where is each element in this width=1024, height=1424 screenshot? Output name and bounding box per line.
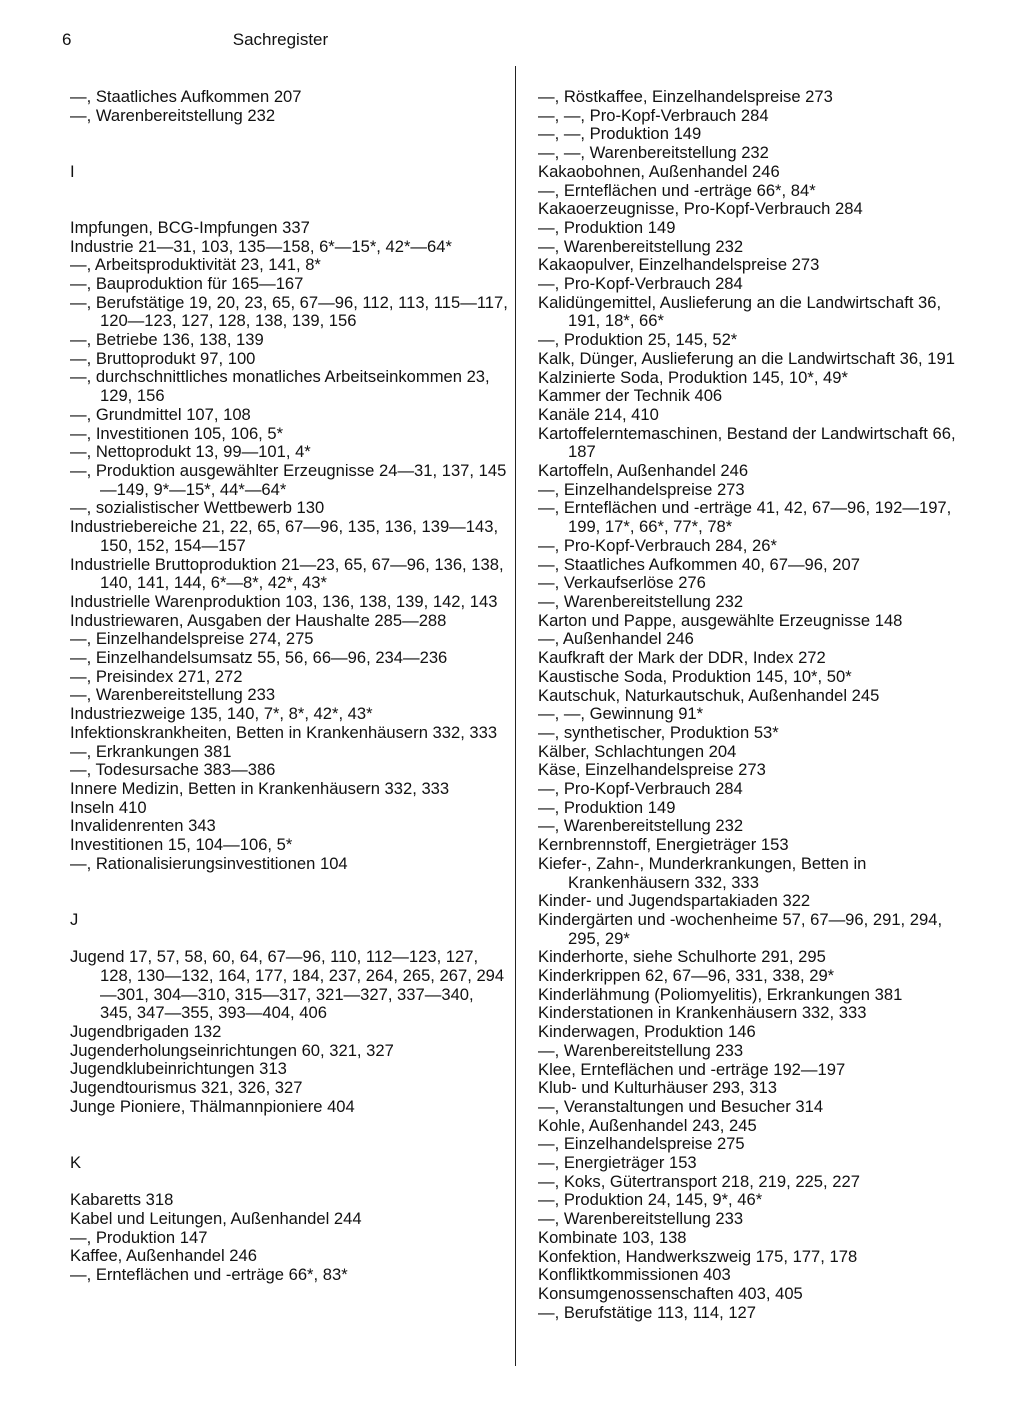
index-entry: —, —, Warenbereitstellung 232 [538,143,769,163]
index-entry: —, Preisindex 271, 272 [70,666,243,686]
index-entry: —, Verkaufserlöse 276 [538,573,706,593]
index-entry: Kindergärten und -wochenheime 57, 67—96, 291, 294, 295, 29* [538,909,943,948]
index-entry: Industrie 21—31, 103, 135—158, 6*—15*, 42*—64* [70,236,452,256]
spacer [70,144,508,163]
index-entry: Innere Medizin, Betten in Krankenhäusern 332, 333 [70,778,450,798]
index-entry: —, Einzelhandelsumsatz 55, 56, 66—96, 234—236 [70,648,448,668]
index-entry: Jugendklubeinrichtungen 313 [70,1059,287,1079]
index-entry: —, Veranstaltungen und Besucher 314 [538,1096,824,1116]
index-entry: —, Staatliches Aufkommen 40, 67—96, 207 [538,554,860,574]
spacer [70,1117,508,1136]
index-entry: Kakaoerzeugnisse, Pro-Kopf-Verbrauch 284 [538,199,863,219]
index-entry: Industriewaren, Ausgaben der Haushalte 285—288 [70,610,447,630]
index-entry: —, Investitionen 105, 106, 5* [70,423,284,443]
index-entry: —, Ernteflächen und -erträge 66*, 84* [538,180,816,200]
index-entry: —, Produktion ausgewählter Erzeugnisse 24—31, 137, 145—149, 9*—15*, 44*—64* [70,461,507,499]
index-entry: —, Bruttoprodukt 97, 100 [70,348,256,368]
section-letter: I [70,161,75,181]
index-entry: —, Grundmittel 107, 108 [70,404,251,424]
index-entry: Kalk, Dünger, Auslieferung an die Landwirtschaft 36, 191 [538,348,955,368]
index-entry: Klub- und Kulturhäuser 293, 313 [538,1078,777,1098]
index-entry: Kinderhorte, siehe Schulhorte 291, 295 [538,947,826,967]
spacer [70,1173,508,1192]
index-entry: Kinderkrippen 62, 67—96, 331, 338, 29* [538,966,835,986]
index-entry: —, Pro-Kopf-Verbrauch 284 [538,779,743,799]
section-letter: K [70,1152,82,1172]
index-entry: —, Betriebe 136, 138, 139 [70,330,264,350]
index-entry: Kaufkraft der Mark der DDR, Index 272 [538,648,826,668]
index-entry: Jugend 17, 57, 58, 60, 64, 67—96, 110, 112—123, 127, 128, 130—132, 164, 177, 184, 237, 264, 265, 267, 294—301, 304—310, 315—317, 321—327, 337—340, 345, 347—355, 393—404, 406 [70,947,505,1023]
spacer [70,892,508,911]
index-entry: —, Produktion 25, 145, 52* [538,330,738,350]
index-entry: Kammer der Technik 406 [538,386,723,406]
index-entry: Infektionskrankheiten, Betten in Krankenhäusern 332, 333 [70,722,498,742]
spacer [70,181,508,200]
index-entry: Kinderlähmung (Poliomyelitis), Erkrankungen 381 [538,984,903,1004]
index-entry: —, Rationalisierungsinvestitionen 104 [70,853,348,873]
index-entry: —, Ernteflächen und -erträge 66*, 83* [70,1265,348,1285]
index-entry: —, Produktion 149 [538,217,676,237]
running-header [62,30,328,50]
index-entry: —, Einzelhandelspreise 274, 275 [70,629,314,649]
page-title: Sachregister [232,30,329,49]
index-entry: Konsumgenossenschaften 403, 405 [538,1284,803,1303]
index-entry: —, Berufstätige 19, 20, 23, 65, 67—96, 112, 113, 115—117, 120—123, 127, 128, 138, 139, 156 [70,292,508,331]
index-entry: Industriezweige 135, 140, 7*, 8*, 42*, 43* [70,704,373,724]
index-entry: —, Nettoprodukt 13, 99—101, 4* [70,442,311,462]
index-entry: —, Warenbereitstellung 232 [70,105,276,125]
index-entry: —, Berufstätige 113, 114, 127 [538,1302,757,1322]
index-entry: —, Pro-Kopf-Verbrauch 284 [538,274,743,294]
index-entry: Industrielle Warenproduktion 103, 136, 138, 139, 142, 143 [70,591,498,611]
index-entry: Invalidenrenten 343 [70,816,216,836]
index-entry: Kinderwagen, Produktion 146 [538,1022,756,1042]
index-entry: —, Röstkaffee, Einzelhandelspreise 273 [538,87,833,106]
section-letter: J [70,909,79,929]
index-entry: —, —, Pro-Kopf-Verbrauch 284 [538,105,769,125]
index-entry: Kiefer-, Zahn-, Munderkrankungen, Betten in Krankenhäusern 332, 333 [538,853,867,892]
index-entry: Kalidüngemittel, Auslieferung an die Landwirtschaft 36, 191, 18*, 66* [538,292,942,331]
index-entry: —, Warenbereitstellung 233 [70,685,276,705]
index-entry: Jugenderholungseinrichtungen 60, 321, 327 [70,1040,394,1060]
page-number: 6 [62,30,72,49]
index-entry: —, —, Gewinnung 91* [538,704,704,724]
index-entry: Jugendtourismus 321, 326, 327 [70,1078,303,1098]
spacer [70,1135,508,1154]
index-entry: —, Ernteflächen und -erträge 41, 42, 67—96, 192—197, 199, 17*, 66*, 77*, 78* [538,498,952,537]
index-entry: —, —, Produktion 149 [538,124,702,144]
index-entry: —, Warenbereitstellung 232 [538,236,744,256]
index-entry: Industriebereiche 21, 22, 65, 67—96, 135, 136, 139—143, 150, 152, 154—157 [70,517,499,555]
spacer [70,200,508,219]
index-entry: Junge Pioniere, Thälmannpioniere 404 [70,1096,355,1116]
right-column [538,88,978,1322]
index-entry: Industrielle Bruttoproduktion 21—23, 65, 67—96, 136, 138, 140, 141, 144, 6*—8*, 42*, 43* [70,554,504,593]
index-entry: —, Außenhandel 246 [538,629,694,649]
index-entry: Kohle, Außenhandel 243, 245 [538,1115,757,1135]
index-entry: Kinderstationen in Krankenhäusern 332, 333 [538,1003,867,1023]
index-entry: —, Einzelhandelspreise 275 [538,1134,745,1154]
index-entry: —, Produktion 149 [538,797,676,817]
index-entry: Jugendbrigaden 132 [70,1022,222,1042]
index-entry: —, Warenbereitstellung 232 [538,816,744,836]
spacer [70,873,508,892]
index-entry: —, Staatliches Aufkommen 207 [70,87,302,106]
index-entry: Kakaopulver, Einzelhandelspreise 273 [538,255,820,275]
index-entry: —, Warenbereitstellung 233 [538,1040,744,1060]
index-entry: Kabaretts 318 [70,1190,174,1210]
index-entry: Kaffee, Außenhandel 246 [70,1246,257,1266]
index-entry: Konfliktkommissionen 403 [538,1265,731,1285]
spacer [70,125,508,144]
index-entry: Kernbrennstoff, Energieträger 153 [538,835,789,855]
index-entry: —, synthetischer, Produktion 53* [538,722,779,742]
index-entry: Kombinate 103, 138 [538,1227,687,1247]
index-entry: Kaustische Soda, Produktion 145, 10*, 50* [538,666,852,686]
column-divider [515,66,516,1366]
index-entry: —, Todesursache 383—386 [70,760,276,780]
index-entry: Karton und Pappe, ausgewählte Erzeugnisse 148 [538,610,903,630]
index-entry: Kartoffeln, Außenhandel 246 [538,461,749,481]
index-entry: Kanäle 214, 410 [538,404,659,424]
index-entry: Kälber, Schlachtungen 204 [538,741,737,761]
index-entry: —, Erkrankungen 381 [70,741,232,761]
index-entry: Investitionen 15, 104—106, 5* [70,835,293,855]
index-entry: Konfektion, Handwerkszweig 175, 177, 178 [538,1246,858,1266]
index-entry: Kartoffelerntemaschinen, Bestand der Landwirtschaft 66, 187 [538,423,956,462]
index-entry: —, Warenbereitstellung 232 [538,591,744,611]
index-entry: —, Energieträger 153 [538,1153,697,1173]
index-entry: Klee, Ernteflächen und -erträge 192—197 [538,1059,846,1079]
index-entry: —, Pro-Kopf-Verbrauch 284, 26* [538,535,777,555]
index-entry: —, Einzelhandelspreise 273 [538,479,745,499]
index-entry: Kalzinierte Soda, Produktion 145, 10*, 49* [538,367,848,387]
index-entry: Kabel und Leitungen, Außenhandel 244 [70,1209,362,1229]
index-entry: Impfungen, BCG-Impfungen 337 [70,217,310,237]
index-entry: Inseln 410 [70,797,147,817]
index-entry: —, Bauproduktion für 165—167 [70,273,304,293]
index-entry: Käse, Einzelhandelspreise 273 [538,760,766,780]
spacer [70,930,508,949]
index-entry: Kinder- und Jugendspartakiaden 322 [538,891,811,911]
index-entry: —, sozialistischer Wettbewerb 130 [70,498,325,518]
index-entry: Kakaobohnen, Außenhandel 246 [538,161,780,181]
index-entry: —, Arbeitsproduktivität 23, 141, 8* [70,255,321,275]
left-column [70,88,508,1285]
index-entry: —, durchschnittliches monatliches Arbeitseinkommen 23, 129, 156 [70,367,490,406]
index-entry: —, Produktion 147 [70,1227,208,1247]
index-entry: —, Warenbereitstellung 233 [538,1209,744,1229]
index-entry: Kautschuk, Naturkautschuk, Außenhandel 245 [538,685,880,705]
index-entry: —, Koks, Gütertransport 218, 219, 225, 227 [538,1171,860,1191]
index-entry: —, Produktion 24, 145, 9*, 46* [538,1190,763,1210]
